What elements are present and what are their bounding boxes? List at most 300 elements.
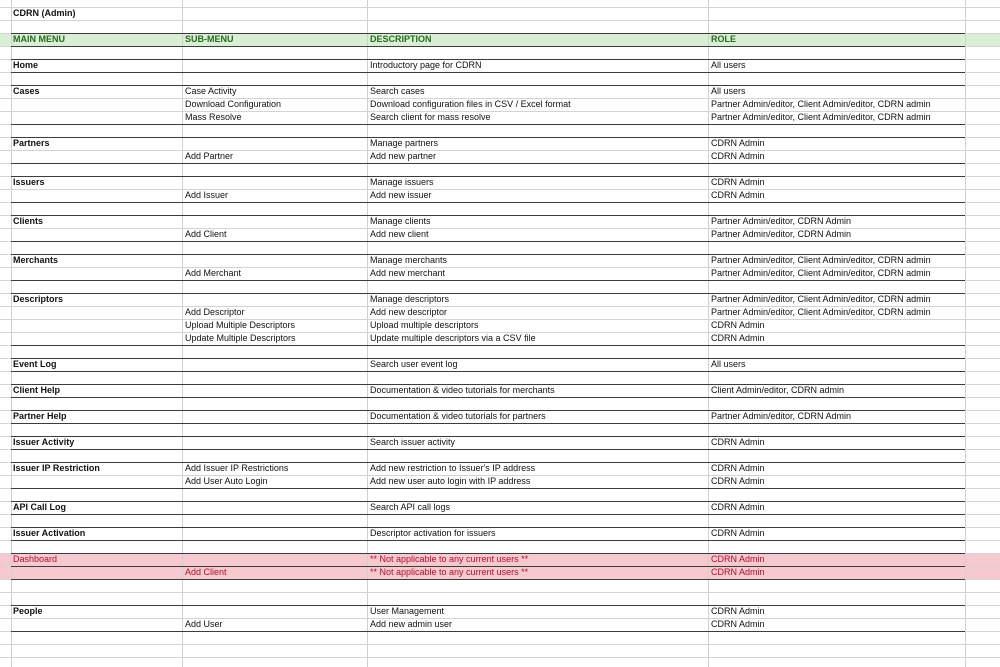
row-gridline (0, 306, 11, 307)
role-cell[interactable]: All users (711, 86, 746, 96)
row-rule (11, 85, 965, 86)
role-cell[interactable] (711, 488, 963, 501)
description-cell[interactable] (370, 397, 706, 410)
table-row (0, 98, 1000, 111)
description-cell[interactable] (370, 488, 706, 501)
sub-menu-cell[interactable] (185, 514, 365, 527)
row-gridline (0, 566, 11, 567)
main-menu-cell[interactable]: Event Log (13, 359, 57, 369)
description-cell[interactable]: Add new admin user (370, 619, 453, 629)
table-row (0, 267, 1000, 280)
description-cell[interactable]: Manage merchants (370, 255, 448, 265)
row-rule (11, 137, 965, 138)
row-gridline (0, 189, 11, 190)
row-gridline (965, 618, 1000, 619)
row-rule (11, 46, 965, 47)
main-menu-cell[interactable]: Cases (13, 86, 40, 96)
sub-menu-cell[interactable] (185, 592, 365, 605)
sub-menu-cell[interactable]: Case Activity (185, 86, 237, 96)
row-gridline (965, 20, 1000, 21)
description-cell[interactable] (370, 345, 706, 358)
role-cell[interactable]: Partner Admin/editor, Client Admin/editor, CDRN admin (711, 99, 931, 109)
row-rule (11, 462, 965, 463)
role-cell[interactable]: CDRN Admin (711, 437, 765, 447)
header-description[interactable]: DESCRIPTION (370, 34, 432, 44)
main-menu-cell[interactable] (13, 163, 181, 176)
row-gridline (965, 150, 1000, 151)
role-cell[interactable]: Partner Admin/editor, Client Admin/editor, CDRN admin (711, 112, 931, 122)
role-cell[interactable]: Partner Admin/editor, Client Admin/editor, CDRN admin (711, 294, 931, 304)
sub-menu-cell[interactable] (185, 553, 365, 566)
description-cell[interactable]: Search issuer activity (370, 437, 456, 447)
row-rule (11, 124, 965, 125)
row-gridline (965, 176, 1000, 177)
row-gridline (965, 293, 1000, 294)
row-gridline (965, 553, 1000, 554)
sub-menu-cell[interactable]: Add Partner (185, 151, 234, 161)
main-menu-cell[interactable]: Partner Help (13, 411, 67, 421)
description-cell[interactable]: Add new partner (370, 151, 437, 161)
description-cell[interactable] (370, 72, 706, 85)
row-gridline (0, 592, 11, 593)
role-cell[interactable]: Partner Admin/editor, CDRN Admin (711, 229, 852, 239)
row-rule (11, 579, 965, 580)
row-gridline (11, 618, 965, 619)
description-cell[interactable] (370, 280, 706, 293)
sub-menu-cell[interactable] (185, 345, 365, 358)
header-sub-menu[interactable]: SUB-MENU (185, 34, 234, 44)
main-menu-cell[interactable]: Dashboard (13, 554, 58, 564)
sub-menu-cell[interactable] (185, 280, 365, 293)
description-cell[interactable]: Descriptor activation for issuers (370, 528, 496, 538)
role-cell[interactable] (711, 72, 963, 85)
main-menu-cell[interactable] (13, 371, 181, 384)
row-gridline (965, 579, 1000, 580)
main-menu-cell[interactable]: API Call Log (13, 502, 67, 512)
row-rule (11, 72, 965, 73)
description-cell[interactable] (370, 514, 706, 527)
row-gridline (0, 553, 11, 554)
row-gridline (11, 332, 965, 333)
row-gridline (0, 228, 11, 229)
role-cell[interactable]: All users (711, 359, 746, 369)
role-cell[interactable]: CDRN Admin (711, 619, 765, 629)
row-gridline (965, 7, 1000, 8)
row-gridline (965, 423, 1000, 424)
row-gridline (0, 176, 11, 177)
main-menu-cell[interactable] (13, 98, 181, 111)
sub-menu-cell[interactable]: Add Merchant (185, 268, 242, 278)
description-cell[interactable] (370, 423, 706, 436)
role-cell[interactable] (711, 449, 963, 462)
role-cell[interactable] (711, 345, 963, 358)
row-gridline (965, 189, 1000, 190)
blank-row (0, 592, 1000, 605)
main-menu-cell[interactable]: Partners (13, 138, 50, 148)
row-rule (11, 514, 965, 515)
role-cell[interactable] (711, 241, 963, 254)
sub-menu-cell[interactable] (185, 358, 365, 371)
row-gridline (965, 228, 1000, 229)
role-cell[interactable] (711, 514, 963, 527)
sub-menu-cell[interactable] (185, 605, 365, 618)
main-menu-cell[interactable] (13, 631, 181, 644)
sub-menu-cell[interactable] (185, 579, 365, 592)
row-gridline (0, 111, 11, 112)
description-cell[interactable]: Manage partners (370, 138, 439, 148)
row-gridline (0, 631, 11, 632)
role-cell[interactable]: CDRN Admin (711, 502, 765, 512)
role-cell[interactable] (711, 46, 963, 59)
role-cell[interactable]: All users (711, 60, 746, 70)
sub-menu-cell[interactable]: Download Configuration (185, 99, 282, 109)
description-cell[interactable]: Add new merchant (370, 268, 446, 278)
main-menu-cell[interactable] (13, 566, 181, 579)
table-row (0, 553, 1000, 566)
sub-menu-cell[interactable]: Add Issuer IP Restrictions (185, 463, 289, 473)
main-menu-cell[interactable] (13, 111, 181, 124)
sub-menu-cell[interactable] (185, 410, 365, 423)
role-cell[interactable] (711, 631, 963, 644)
blank-row (0, 72, 1000, 85)
table-row (0, 527, 1000, 540)
description-cell[interactable]: ** Not applicable to any current users ** (370, 554, 529, 564)
role-cell[interactable] (711, 592, 963, 605)
description-cell[interactable]: Manage descriptors (370, 294, 450, 304)
blank-row (0, 371, 1000, 384)
main-menu-cell[interactable]: Merchants (13, 255, 59, 265)
row-gridline (0, 124, 11, 125)
main-menu-cell[interactable]: Home (13, 60, 39, 70)
main-menu-cell[interactable] (13, 267, 181, 280)
sub-menu-cell[interactable] (185, 397, 365, 410)
sub-menu-cell[interactable]: Update Multiple Descriptors (185, 333, 296, 343)
role-cell[interactable]: CDRN Admin (711, 190, 765, 200)
sub-menu-cell[interactable] (185, 540, 365, 553)
role-cell[interactable] (711, 202, 963, 215)
sub-menu-cell[interactable] (185, 631, 365, 644)
row-rule (11, 384, 965, 385)
role-cell[interactable]: Partner Admin/editor, Client Admin/editor, CDRN admin (711, 255, 931, 265)
row-gridline (0, 72, 11, 73)
description-cell[interactable] (370, 644, 706, 657)
role-cell[interactable] (711, 423, 963, 436)
main-menu-cell[interactable] (13, 397, 181, 410)
row-gridline (0, 33, 11, 34)
main-menu-cell[interactable]: Issuers (13, 177, 45, 187)
description-cell[interactable] (370, 163, 706, 176)
sheet-title[interactable]: CDRN (Admin) (13, 8, 76, 18)
role-cell[interactable]: Partner Admin/editor, Client Admin/editor, CDRN admin (711, 268, 931, 278)
role-cell[interactable]: CDRN Admin (711, 138, 765, 148)
role-cell[interactable]: CDRN Admin (711, 320, 765, 330)
row-gridline (965, 85, 1000, 86)
role-cell[interactable]: CDRN Admin (711, 151, 765, 161)
row-gridline (965, 631, 1000, 632)
row-rule (11, 553, 965, 554)
description-cell[interactable]: Add new descriptor (370, 307, 448, 317)
row-rule (11, 215, 965, 216)
main-menu-cell[interactable] (13, 280, 181, 293)
blank-row (0, 280, 1000, 293)
row-gridline (965, 592, 1000, 593)
main-menu-cell[interactable] (13, 332, 181, 345)
row-gridline (965, 527, 1000, 528)
role-cell[interactable]: CDRN Admin (711, 554, 765, 564)
sub-menu-cell[interactable] (185, 371, 365, 384)
row-gridline (965, 488, 1000, 489)
sub-menu-cell[interactable] (185, 449, 365, 462)
description-cell[interactable]: Documentation & video tutorials for merchants (370, 385, 555, 395)
row-rule (11, 33, 965, 34)
sub-menu-cell[interactable] (185, 384, 365, 397)
row-gridline (965, 462, 1000, 463)
row-gridline (965, 98, 1000, 99)
description-cell[interactable]: Introductory page for CDRN (370, 60, 482, 70)
table-row (0, 85, 1000, 98)
table-row (0, 462, 1000, 475)
main-menu-cell[interactable] (13, 644, 181, 657)
sub-menu-cell[interactable] (185, 501, 365, 514)
description-cell[interactable] (370, 540, 706, 553)
role-cell[interactable]: CDRN Admin (711, 567, 765, 577)
role-cell[interactable] (711, 163, 963, 176)
role-cell[interactable]: CDRN Admin (711, 528, 765, 538)
description-cell[interactable]: Search API call logs (370, 502, 451, 512)
table-row (0, 306, 1000, 319)
row-gridline (965, 137, 1000, 138)
role-cell[interactable] (711, 644, 963, 657)
row-gridline (0, 85, 11, 86)
description-cell[interactable] (370, 631, 706, 644)
description-cell[interactable] (370, 124, 706, 137)
row-gridline (0, 254, 11, 255)
row-gridline (0, 137, 11, 138)
table-row (0, 332, 1000, 345)
description-cell[interactable] (370, 202, 706, 215)
row-gridline (965, 436, 1000, 437)
description-cell[interactable]: Upload multiple descriptors (370, 320, 479, 330)
description-cell[interactable]: Documentation & video tutorials for partners (370, 411, 546, 421)
row-gridline (0, 410, 11, 411)
blank-row (0, 449, 1000, 462)
main-menu-cell[interactable] (13, 241, 181, 254)
role-cell[interactable] (711, 397, 963, 410)
description-cell[interactable]: Add new user auto login with IP address (370, 476, 531, 486)
row-rule (11, 59, 965, 60)
sub-menu-cell[interactable] (185, 137, 365, 150)
header-main-menu[interactable]: MAIN MENU (13, 34, 65, 44)
main-menu-cell[interactable] (13, 345, 181, 358)
row-gridline (0, 449, 11, 450)
main-menu-cell[interactable]: Issuer Activity (13, 437, 75, 447)
description-cell[interactable]: Add new client (370, 229, 429, 239)
role-cell[interactable]: Partner Admin/editor, CDRN Admin (711, 216, 852, 226)
row-gridline (965, 111, 1000, 112)
row-gridline (965, 371, 1000, 372)
row-rule (11, 202, 965, 203)
description-cell[interactable] (370, 449, 706, 462)
row-gridline (0, 358, 11, 359)
row-gridline (965, 540, 1000, 541)
sub-menu-cell[interactable] (185, 176, 365, 189)
table-row (0, 436, 1000, 449)
main-menu-cell[interactable] (13, 319, 181, 332)
role-cell[interactable]: CDRN Admin (711, 333, 765, 343)
main-menu-cell[interactable]: People (13, 606, 43, 616)
description-cell[interactable] (370, 592, 706, 605)
main-menu-cell[interactable] (13, 306, 181, 319)
sub-menu-cell[interactable] (185, 202, 365, 215)
main-menu-cell[interactable]: Clients (13, 216, 44, 226)
main-menu-cell[interactable] (13, 475, 181, 488)
description-cell[interactable]: ** Not applicable to any current users ** (370, 567, 529, 577)
row-gridline (0, 618, 11, 619)
sub-menu-cell[interactable]: Add User Auto Login (185, 476, 268, 486)
main-menu-cell[interactable] (13, 514, 181, 527)
description-cell[interactable]: Search user event log (370, 359, 458, 369)
description-cell[interactable]: Search client for mass resolve (370, 112, 491, 122)
main-menu-cell[interactable]: Issuer Activation (13, 528, 86, 538)
main-menu-cell[interactable] (13, 150, 181, 163)
blank-row (0, 423, 1000, 436)
row-gridline (965, 163, 1000, 164)
row-rule (11, 449, 965, 450)
main-menu-cell[interactable] (13, 579, 181, 592)
description-cell[interactable]: Manage issuers (370, 177, 434, 187)
main-menu-cell[interactable] (13, 488, 181, 501)
header-row (0, 33, 1000, 46)
row-gridline (965, 644, 1000, 645)
sub-menu-cell[interactable] (185, 436, 365, 449)
role-cell[interactable]: CDRN Admin (711, 177, 765, 187)
sub-menu-cell[interactable] (185, 59, 365, 72)
sub-menu-cell[interactable] (185, 254, 365, 267)
blank-row (0, 241, 1000, 254)
row-gridline (965, 33, 1000, 34)
main-menu-cell[interactable]: Client Help (13, 385, 61, 395)
description-cell[interactable]: Manage clients (370, 216, 431, 226)
description-cell[interactable]: Update multiple descriptors via a CSV file (370, 333, 536, 343)
blank-row (0, 202, 1000, 215)
row-gridline (0, 501, 11, 502)
row-gridline (0, 150, 11, 151)
role-cell[interactable]: CDRN Admin (711, 476, 765, 486)
row-gridline (0, 644, 11, 645)
sub-menu-cell[interactable] (185, 423, 365, 436)
description-cell[interactable] (370, 371, 706, 384)
role-cell[interactable]: CDRN Admin (711, 463, 765, 473)
row-gridline (0, 514, 11, 515)
table-row (0, 384, 1000, 397)
sub-menu-cell[interactable]: Mass Resolve (185, 112, 242, 122)
description-cell[interactable]: Add new issuer (370, 190, 432, 200)
sub-menu-cell[interactable]: Add Issuer (185, 190, 229, 200)
row-gridline (965, 384, 1000, 385)
row-rule (11, 345, 965, 346)
main-menu-cell[interactable]: Descriptors (13, 294, 64, 304)
sub-menu-cell[interactable] (185, 215, 365, 228)
main-menu-cell[interactable] (13, 46, 181, 59)
row-rule (11, 397, 965, 398)
row-gridline (0, 436, 11, 437)
sub-menu-cell[interactable] (185, 46, 365, 59)
sub-menu-cell[interactable] (185, 241, 365, 254)
row-gridline (0, 540, 11, 541)
sub-menu-cell[interactable] (185, 163, 365, 176)
sub-menu-cell[interactable]: Add Client (185, 567, 227, 577)
main-menu-cell[interactable] (13, 228, 181, 241)
sub-menu-cell[interactable] (185, 124, 365, 137)
main-menu-cell[interactable]: Issuer IP Restriction (13, 463, 100, 473)
row-rule (11, 410, 965, 411)
description-cell[interactable]: Download configuration files in CSV / Excel format (370, 99, 571, 109)
role-cell[interactable]: Partner Admin/editor, Client Admin/editor, CDRN admin (711, 307, 931, 317)
description-cell[interactable] (370, 46, 706, 59)
role-cell[interactable] (711, 124, 963, 137)
row-gridline (965, 59, 1000, 60)
main-menu-cell[interactable] (13, 592, 181, 605)
sub-menu-cell[interactable]: Add Client (185, 229, 227, 239)
row-gridline (0, 46, 11, 47)
row-gridline (965, 397, 1000, 398)
sub-menu-cell[interactable] (185, 72, 365, 85)
row-gridline (965, 306, 1000, 307)
role-cell[interactable] (711, 579, 963, 592)
role-cell[interactable]: CDRN Admin (711, 606, 765, 616)
row-gridline (965, 514, 1000, 515)
row-gridline (11, 306, 965, 307)
role-cell[interactable]: Client Admin/editor, CDRN admin (711, 385, 845, 395)
sub-menu-cell[interactable]: Upload Multiple Descriptors (185, 320, 296, 330)
sub-menu-cell[interactable] (185, 488, 365, 501)
row-gridline (0, 397, 11, 398)
main-menu-cell[interactable] (13, 540, 181, 553)
main-menu-cell[interactable] (13, 72, 181, 85)
row-gridline (965, 267, 1000, 268)
header-role[interactable]: ROLE (711, 34, 737, 44)
sub-menu-cell[interactable] (185, 527, 365, 540)
main-menu-cell[interactable] (13, 449, 181, 462)
main-menu-cell[interactable] (13, 423, 181, 436)
table-row (0, 319, 1000, 332)
role-cell[interactable] (711, 280, 963, 293)
role-cell[interactable]: Partner Admin/editor, CDRN Admin (711, 411, 852, 421)
row-gridline (965, 280, 1000, 281)
sub-menu-cell[interactable]: Add Descriptor (185, 307, 245, 317)
row-gridline (11, 189, 965, 190)
role-cell[interactable] (711, 540, 963, 553)
sub-menu-cell[interactable]: Add User (185, 619, 223, 629)
row-gridline (0, 202, 11, 203)
description-cell[interactable]: Search cases (370, 86, 425, 96)
row-gridline (0, 59, 11, 60)
main-menu-cell[interactable] (13, 618, 181, 631)
row-gridline (0, 527, 11, 528)
sub-menu-cell[interactable] (185, 293, 365, 306)
role-cell[interactable] (711, 371, 963, 384)
description-cell[interactable] (370, 579, 706, 592)
description-cell[interactable]: User Management (370, 606, 445, 616)
main-menu-cell[interactable] (13, 189, 181, 202)
main-menu-cell[interactable] (13, 124, 181, 137)
sub-menu-cell[interactable] (185, 644, 365, 657)
row-gridline (11, 267, 965, 268)
main-menu-cell[interactable] (13, 202, 181, 215)
description-cell[interactable] (370, 241, 706, 254)
description-cell[interactable]: Add new restriction to Issuer's IP address (370, 463, 536, 473)
row-rule (11, 254, 965, 255)
